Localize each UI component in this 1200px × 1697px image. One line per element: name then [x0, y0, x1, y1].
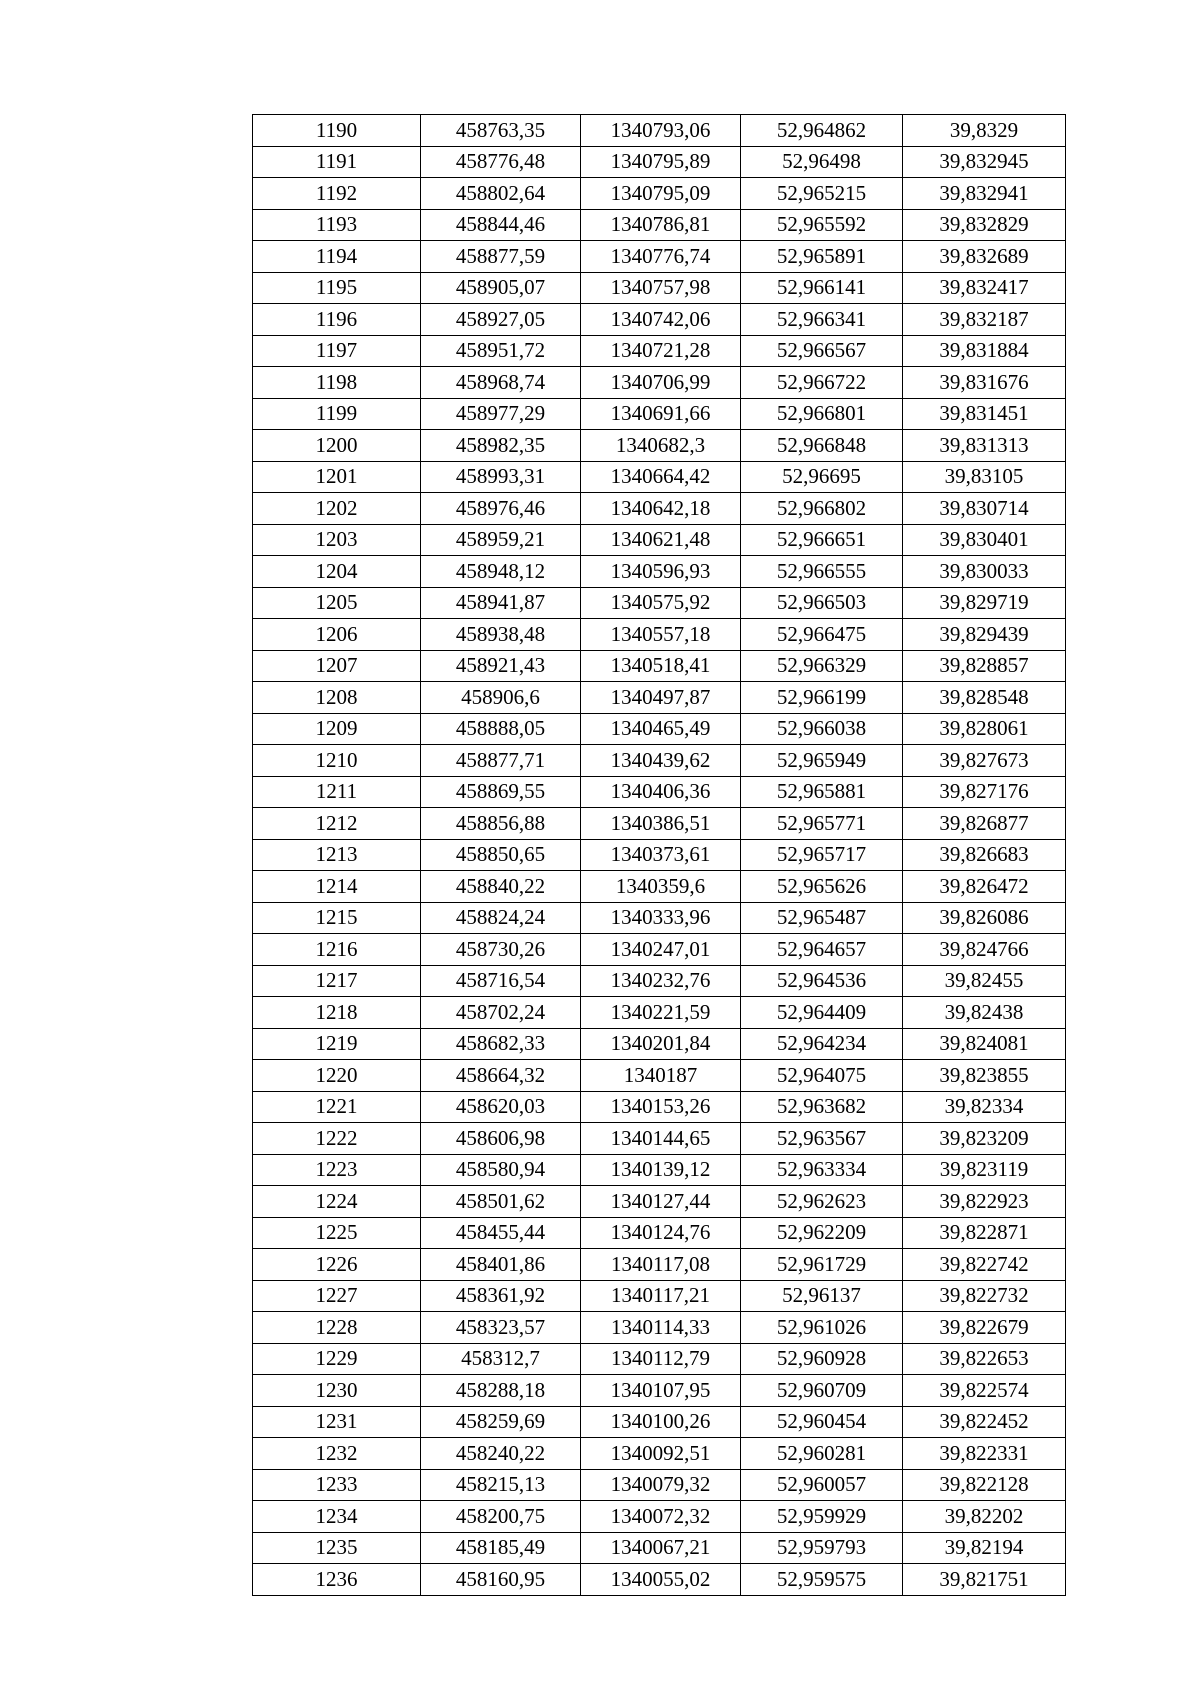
x-coordinate-cell: 458977,29: [421, 398, 581, 430]
table-row: [253, 776, 1066, 808]
longitude-cell: 39,82438: [903, 997, 1066, 1029]
point-number-cell: 1205: [253, 587, 421, 619]
table-row: [253, 1501, 1066, 1533]
x-coordinate-cell: 458927,05: [421, 304, 581, 336]
longitude-cell: 39,828548: [903, 682, 1066, 714]
longitude-cell: 39,822679: [903, 1312, 1066, 1344]
point-number-cell: 1199: [253, 398, 421, 430]
coordinates-table-body: [253, 115, 1066, 1596]
latitude-cell: 52,963567: [741, 1123, 903, 1155]
table-row: [253, 934, 1066, 966]
latitude-cell: 52,961729: [741, 1249, 903, 1281]
latitude-cell: 52,966801: [741, 398, 903, 430]
point-number-cell: 1206: [253, 619, 421, 651]
latitude-cell: 52,965487: [741, 902, 903, 934]
y-coordinate-cell: 1340117,21: [581, 1280, 741, 1312]
x-coordinate-cell: 458288,18: [421, 1375, 581, 1407]
latitude-cell: 52,965881: [741, 776, 903, 808]
y-coordinate-cell: 1340706,99: [581, 367, 741, 399]
y-coordinate-cell: 1340721,28: [581, 335, 741, 367]
table-row: [253, 304, 1066, 336]
longitude-cell: 39,828857: [903, 650, 1066, 682]
x-coordinate-cell: 458905,07: [421, 272, 581, 304]
latitude-cell: 52,965215: [741, 178, 903, 210]
x-coordinate-cell: 458716,54: [421, 965, 581, 997]
point-number-cell: 1204: [253, 556, 421, 588]
y-coordinate-cell: 1340664,42: [581, 461, 741, 493]
latitude-cell: 52,964657: [741, 934, 903, 966]
y-coordinate-cell: 1340359,6: [581, 871, 741, 903]
y-coordinate-cell: 1340124,76: [581, 1217, 741, 1249]
y-coordinate-cell: 1340406,36: [581, 776, 741, 808]
latitude-cell: 52,964234: [741, 1028, 903, 1060]
point-number-cell: 1214: [253, 871, 421, 903]
point-number-cell: 1212: [253, 808, 421, 840]
point-number-cell: 1203: [253, 524, 421, 556]
x-coordinate-cell: 458802,64: [421, 178, 581, 210]
point-number-cell: 1191: [253, 146, 421, 178]
longitude-cell: 39,82455: [903, 965, 1066, 997]
latitude-cell: 52,964536: [741, 965, 903, 997]
latitude-cell: 52,966341: [741, 304, 903, 336]
latitude-cell: 52,964075: [741, 1060, 903, 1092]
point-number-cell: 1226: [253, 1249, 421, 1281]
latitude-cell: 52,966848: [741, 430, 903, 462]
coordinates-table: [252, 114, 1066, 1596]
table-row: [253, 1312, 1066, 1344]
x-coordinate-cell: 458959,21: [421, 524, 581, 556]
y-coordinate-cell: 1340795,89: [581, 146, 741, 178]
x-coordinate-cell: 458455,44: [421, 1217, 581, 1249]
latitude-cell: 52,966567: [741, 335, 903, 367]
x-coordinate-cell: 458941,87: [421, 587, 581, 619]
table-row: [253, 272, 1066, 304]
latitude-cell: 52,959575: [741, 1564, 903, 1596]
table-row: [253, 1060, 1066, 1092]
latitude-cell: 52,960928: [741, 1343, 903, 1375]
longitude-cell: 39,832941: [903, 178, 1066, 210]
x-coordinate-cell: 458951,72: [421, 335, 581, 367]
point-number-cell: 1235: [253, 1532, 421, 1564]
longitude-cell: 39,83105: [903, 461, 1066, 493]
latitude-cell: 52,966651: [741, 524, 903, 556]
x-coordinate-cell: 458976,46: [421, 493, 581, 525]
table-row: [253, 1438, 1066, 1470]
y-coordinate-cell: 1340139,12: [581, 1154, 741, 1186]
longitude-cell: 39,826472: [903, 871, 1066, 903]
x-coordinate-cell: 458323,57: [421, 1312, 581, 1344]
longitude-cell: 39,821751: [903, 1564, 1066, 1596]
longitude-cell: 39,826683: [903, 839, 1066, 871]
longitude-cell: 39,822871: [903, 1217, 1066, 1249]
table-row: [253, 1028, 1066, 1060]
latitude-cell: 52,963682: [741, 1091, 903, 1123]
point-number-cell: 1202: [253, 493, 421, 525]
y-coordinate-cell: 1340232,76: [581, 965, 741, 997]
point-number-cell: 1200: [253, 430, 421, 462]
latitude-cell: 52,966199: [741, 682, 903, 714]
x-coordinate-cell: 458948,12: [421, 556, 581, 588]
y-coordinate-cell: 1340079,32: [581, 1469, 741, 1501]
table-row: [253, 619, 1066, 651]
longitude-cell: 39,822331: [903, 1438, 1066, 1470]
point-number-cell: 1221: [253, 1091, 421, 1123]
table-row: [253, 430, 1066, 462]
table-row: [253, 682, 1066, 714]
point-number-cell: 1224: [253, 1186, 421, 1218]
point-number-cell: 1227: [253, 1280, 421, 1312]
x-coordinate-cell: 458840,22: [421, 871, 581, 903]
longitude-cell: 39,827176: [903, 776, 1066, 808]
point-number-cell: 1208: [253, 682, 421, 714]
point-number-cell: 1193: [253, 209, 421, 241]
point-number-cell: 1197: [253, 335, 421, 367]
x-coordinate-cell: 458361,92: [421, 1280, 581, 1312]
longitude-cell: 39,830033: [903, 556, 1066, 588]
point-number-cell: 1192: [253, 178, 421, 210]
table-row: [253, 1249, 1066, 1281]
y-coordinate-cell: 1340247,01: [581, 934, 741, 966]
x-coordinate-cell: 458664,32: [421, 1060, 581, 1092]
longitude-cell: 39,8329: [903, 115, 1066, 147]
y-coordinate-cell: 1340386,51: [581, 808, 741, 840]
latitude-cell: 52,965592: [741, 209, 903, 241]
x-coordinate-cell: 458850,65: [421, 839, 581, 871]
point-number-cell: 1207: [253, 650, 421, 682]
table-row: [253, 146, 1066, 178]
table-row: [253, 367, 1066, 399]
table-row: [253, 335, 1066, 367]
point-number-cell: 1216: [253, 934, 421, 966]
point-number-cell: 1195: [253, 272, 421, 304]
table-row: [253, 997, 1066, 1029]
x-coordinate-cell: 458877,71: [421, 745, 581, 777]
latitude-cell: 52,959793: [741, 1532, 903, 1564]
x-coordinate-cell: 458160,95: [421, 1564, 581, 1596]
y-coordinate-cell: 1340117,08: [581, 1249, 741, 1281]
table-row: [253, 1469, 1066, 1501]
longitude-cell: 39,823119: [903, 1154, 1066, 1186]
y-coordinate-cell: 1340100,26: [581, 1406, 741, 1438]
table-row: [253, 398, 1066, 430]
x-coordinate-cell: 458730,26: [421, 934, 581, 966]
y-coordinate-cell: 1340518,41: [581, 650, 741, 682]
y-coordinate-cell: 1340127,44: [581, 1186, 741, 1218]
y-coordinate-cell: 1340621,48: [581, 524, 741, 556]
y-coordinate-cell: 1340112,79: [581, 1343, 741, 1375]
longitude-cell: 39,829719: [903, 587, 1066, 619]
point-number-cell: 1232: [253, 1438, 421, 1470]
latitude-cell: 52,966475: [741, 619, 903, 651]
x-coordinate-cell: 458682,33: [421, 1028, 581, 1060]
longitude-cell: 39,822452: [903, 1406, 1066, 1438]
longitude-cell: 39,832689: [903, 241, 1066, 273]
x-coordinate-cell: 458993,31: [421, 461, 581, 493]
y-coordinate-cell: 1340497,87: [581, 682, 741, 714]
latitude-cell: 52,961026: [741, 1312, 903, 1344]
x-coordinate-cell: 458968,74: [421, 367, 581, 399]
y-coordinate-cell: 1340691,66: [581, 398, 741, 430]
table-row: [253, 241, 1066, 273]
y-coordinate-cell: 1340793,06: [581, 115, 741, 147]
latitude-cell: 52,96137: [741, 1280, 903, 1312]
x-coordinate-cell: 458620,03: [421, 1091, 581, 1123]
table-row: [253, 461, 1066, 493]
latitude-cell: 52,966329: [741, 650, 903, 682]
y-coordinate-cell: 1340144,65: [581, 1123, 741, 1155]
longitude-cell: 39,822128: [903, 1469, 1066, 1501]
x-coordinate-cell: 458856,88: [421, 808, 581, 840]
latitude-cell: 52,966802: [741, 493, 903, 525]
table-row: [253, 902, 1066, 934]
table-row: [253, 1564, 1066, 1596]
table-row: [253, 493, 1066, 525]
y-coordinate-cell: 1340092,51: [581, 1438, 741, 1470]
longitude-cell: 39,822574: [903, 1375, 1066, 1407]
table-row: [253, 587, 1066, 619]
x-coordinate-cell: 458200,75: [421, 1501, 581, 1533]
latitude-cell: 52,965771: [741, 808, 903, 840]
longitude-cell: 39,832829: [903, 209, 1066, 241]
latitude-cell: 52,966555: [741, 556, 903, 588]
x-coordinate-cell: 458606,98: [421, 1123, 581, 1155]
latitude-cell: 52,966141: [741, 272, 903, 304]
point-number-cell: 1222: [253, 1123, 421, 1155]
point-number-cell: 1190: [253, 115, 421, 147]
longitude-cell: 39,831676: [903, 367, 1066, 399]
y-coordinate-cell: 1340596,93: [581, 556, 741, 588]
y-coordinate-cell: 1340067,21: [581, 1532, 741, 1564]
point-number-cell: 1219: [253, 1028, 421, 1060]
y-coordinate-cell: 1340795,09: [581, 178, 741, 210]
latitude-cell: 52,966038: [741, 713, 903, 745]
latitude-cell: 52,960057: [741, 1469, 903, 1501]
table-row: [253, 1532, 1066, 1564]
y-coordinate-cell: 1340373,61: [581, 839, 741, 871]
x-coordinate-cell: 458763,35: [421, 115, 581, 147]
latitude-cell: 52,965949: [741, 745, 903, 777]
x-coordinate-cell: 458921,43: [421, 650, 581, 682]
x-coordinate-cell: 458869,55: [421, 776, 581, 808]
table-row: [253, 178, 1066, 210]
table-row: [253, 839, 1066, 871]
y-coordinate-cell: 1340333,96: [581, 902, 741, 934]
longitude-cell: 39,827673: [903, 745, 1066, 777]
table-row: [253, 1375, 1066, 1407]
y-coordinate-cell: 1340642,18: [581, 493, 741, 525]
latitude-cell: 52,963334: [741, 1154, 903, 1186]
longitude-cell: 39,832417: [903, 272, 1066, 304]
table-row: [253, 1280, 1066, 1312]
table-row: [253, 1186, 1066, 1218]
longitude-cell: 39,822742: [903, 1249, 1066, 1281]
y-coordinate-cell: 1340742,06: [581, 304, 741, 336]
table-row: [253, 745, 1066, 777]
table-row: [253, 209, 1066, 241]
y-coordinate-cell: 1340575,92: [581, 587, 741, 619]
point-number-cell: 1211: [253, 776, 421, 808]
longitude-cell: 39,823855: [903, 1060, 1066, 1092]
x-coordinate-cell: 458401,86: [421, 1249, 581, 1281]
y-coordinate-cell: 1340557,18: [581, 619, 741, 651]
longitude-cell: 39,832945: [903, 146, 1066, 178]
point-number-cell: 1223: [253, 1154, 421, 1186]
x-coordinate-cell: 458580,94: [421, 1154, 581, 1186]
longitude-cell: 39,824081: [903, 1028, 1066, 1060]
table-row: [253, 1406, 1066, 1438]
x-coordinate-cell: 458877,59: [421, 241, 581, 273]
x-coordinate-cell: 458938,48: [421, 619, 581, 651]
latitude-cell: 52,964409: [741, 997, 903, 1029]
point-number-cell: 1217: [253, 965, 421, 997]
y-coordinate-cell: 1340776,74: [581, 241, 741, 273]
x-coordinate-cell: 458906,6: [421, 682, 581, 714]
point-number-cell: 1194: [253, 241, 421, 273]
latitude-cell: 52,965717: [741, 839, 903, 871]
latitude-cell: 52,966722: [741, 367, 903, 399]
y-coordinate-cell: 1340757,98: [581, 272, 741, 304]
longitude-cell: 39,82202: [903, 1501, 1066, 1533]
latitude-cell: 52,96695: [741, 461, 903, 493]
x-coordinate-cell: 458185,49: [421, 1532, 581, 1564]
longitude-cell: 39,830401: [903, 524, 1066, 556]
y-coordinate-cell: 1340221,59: [581, 997, 741, 1029]
table-row: [253, 1343, 1066, 1375]
latitude-cell: 52,960709: [741, 1375, 903, 1407]
latitude-cell: 52,96498: [741, 146, 903, 178]
longitude-cell: 39,831451: [903, 398, 1066, 430]
longitude-cell: 39,822732: [903, 1280, 1066, 1312]
table-row: [253, 650, 1066, 682]
y-coordinate-cell: 1340465,49: [581, 713, 741, 745]
point-number-cell: 1229: [253, 1343, 421, 1375]
latitude-cell: 52,964862: [741, 115, 903, 147]
point-number-cell: 1201: [253, 461, 421, 493]
y-coordinate-cell: 1340682,3: [581, 430, 741, 462]
y-coordinate-cell: 1340201,84: [581, 1028, 741, 1060]
longitude-cell: 39,824766: [903, 934, 1066, 966]
point-number-cell: 1218: [253, 997, 421, 1029]
latitude-cell: 52,960454: [741, 1406, 903, 1438]
point-number-cell: 1198: [253, 367, 421, 399]
longitude-cell: 39,82334: [903, 1091, 1066, 1123]
table-row: [253, 965, 1066, 997]
latitude-cell: 52,965626: [741, 871, 903, 903]
x-coordinate-cell: 458888,05: [421, 713, 581, 745]
point-number-cell: 1230: [253, 1375, 421, 1407]
point-number-cell: 1236: [253, 1564, 421, 1596]
point-number-cell: 1228: [253, 1312, 421, 1344]
longitude-cell: 39,830714: [903, 493, 1066, 525]
longitude-cell: 39,829439: [903, 619, 1066, 651]
x-coordinate-cell: 458259,69: [421, 1406, 581, 1438]
table-row: [253, 713, 1066, 745]
latitude-cell: 52,962623: [741, 1186, 903, 1218]
point-number-cell: 1234: [253, 1501, 421, 1533]
latitude-cell: 52,965891: [741, 241, 903, 273]
y-coordinate-cell: 1340107,95: [581, 1375, 741, 1407]
x-coordinate-cell: 458824,24: [421, 902, 581, 934]
latitude-cell: 52,959929: [741, 1501, 903, 1533]
x-coordinate-cell: 458215,13: [421, 1469, 581, 1501]
table-row: [253, 556, 1066, 588]
point-number-cell: 1209: [253, 713, 421, 745]
longitude-cell: 39,82194: [903, 1532, 1066, 1564]
x-coordinate-cell: 458501,62: [421, 1186, 581, 1218]
longitude-cell: 39,822653: [903, 1343, 1066, 1375]
table-row: [253, 1154, 1066, 1186]
latitude-cell: 52,962209: [741, 1217, 903, 1249]
longitude-cell: 39,826877: [903, 808, 1066, 840]
longitude-cell: 39,822923: [903, 1186, 1066, 1218]
longitude-cell: 39,826086: [903, 902, 1066, 934]
y-coordinate-cell: 1340153,26: [581, 1091, 741, 1123]
y-coordinate-cell: 1340187: [581, 1060, 741, 1092]
longitude-cell: 39,831884: [903, 335, 1066, 367]
latitude-cell: 52,966503: [741, 587, 903, 619]
y-coordinate-cell: 1340072,32: [581, 1501, 741, 1533]
x-coordinate-cell: 458312,7: [421, 1343, 581, 1375]
point-number-cell: 1213: [253, 839, 421, 871]
point-number-cell: 1210: [253, 745, 421, 777]
table-row: [253, 808, 1066, 840]
x-coordinate-cell: 458844,46: [421, 209, 581, 241]
point-number-cell: 1196: [253, 304, 421, 336]
table-row: [253, 524, 1066, 556]
x-coordinate-cell: 458982,35: [421, 430, 581, 462]
point-number-cell: 1231: [253, 1406, 421, 1438]
latitude-cell: 52,960281: [741, 1438, 903, 1470]
y-coordinate-cell: 1340786,81: [581, 209, 741, 241]
y-coordinate-cell: 1340114,33: [581, 1312, 741, 1344]
point-number-cell: 1225: [253, 1217, 421, 1249]
y-coordinate-cell: 1340439,62: [581, 745, 741, 777]
table-row: [253, 1091, 1066, 1123]
longitude-cell: 39,832187: [903, 304, 1066, 336]
table-row: [253, 1123, 1066, 1155]
longitude-cell: 39,831313: [903, 430, 1066, 462]
point-number-cell: 1233: [253, 1469, 421, 1501]
x-coordinate-cell: 458240,22: [421, 1438, 581, 1470]
point-number-cell: 1215: [253, 902, 421, 934]
table-row: [253, 1217, 1066, 1249]
table-row: [253, 115, 1066, 147]
x-coordinate-cell: 458702,24: [421, 997, 581, 1029]
x-coordinate-cell: 458776,48: [421, 146, 581, 178]
point-number-cell: 1220: [253, 1060, 421, 1092]
longitude-cell: 39,823209: [903, 1123, 1066, 1155]
longitude-cell: 39,828061: [903, 713, 1066, 745]
table-row: [253, 871, 1066, 903]
y-coordinate-cell: 1340055,02: [581, 1564, 741, 1596]
